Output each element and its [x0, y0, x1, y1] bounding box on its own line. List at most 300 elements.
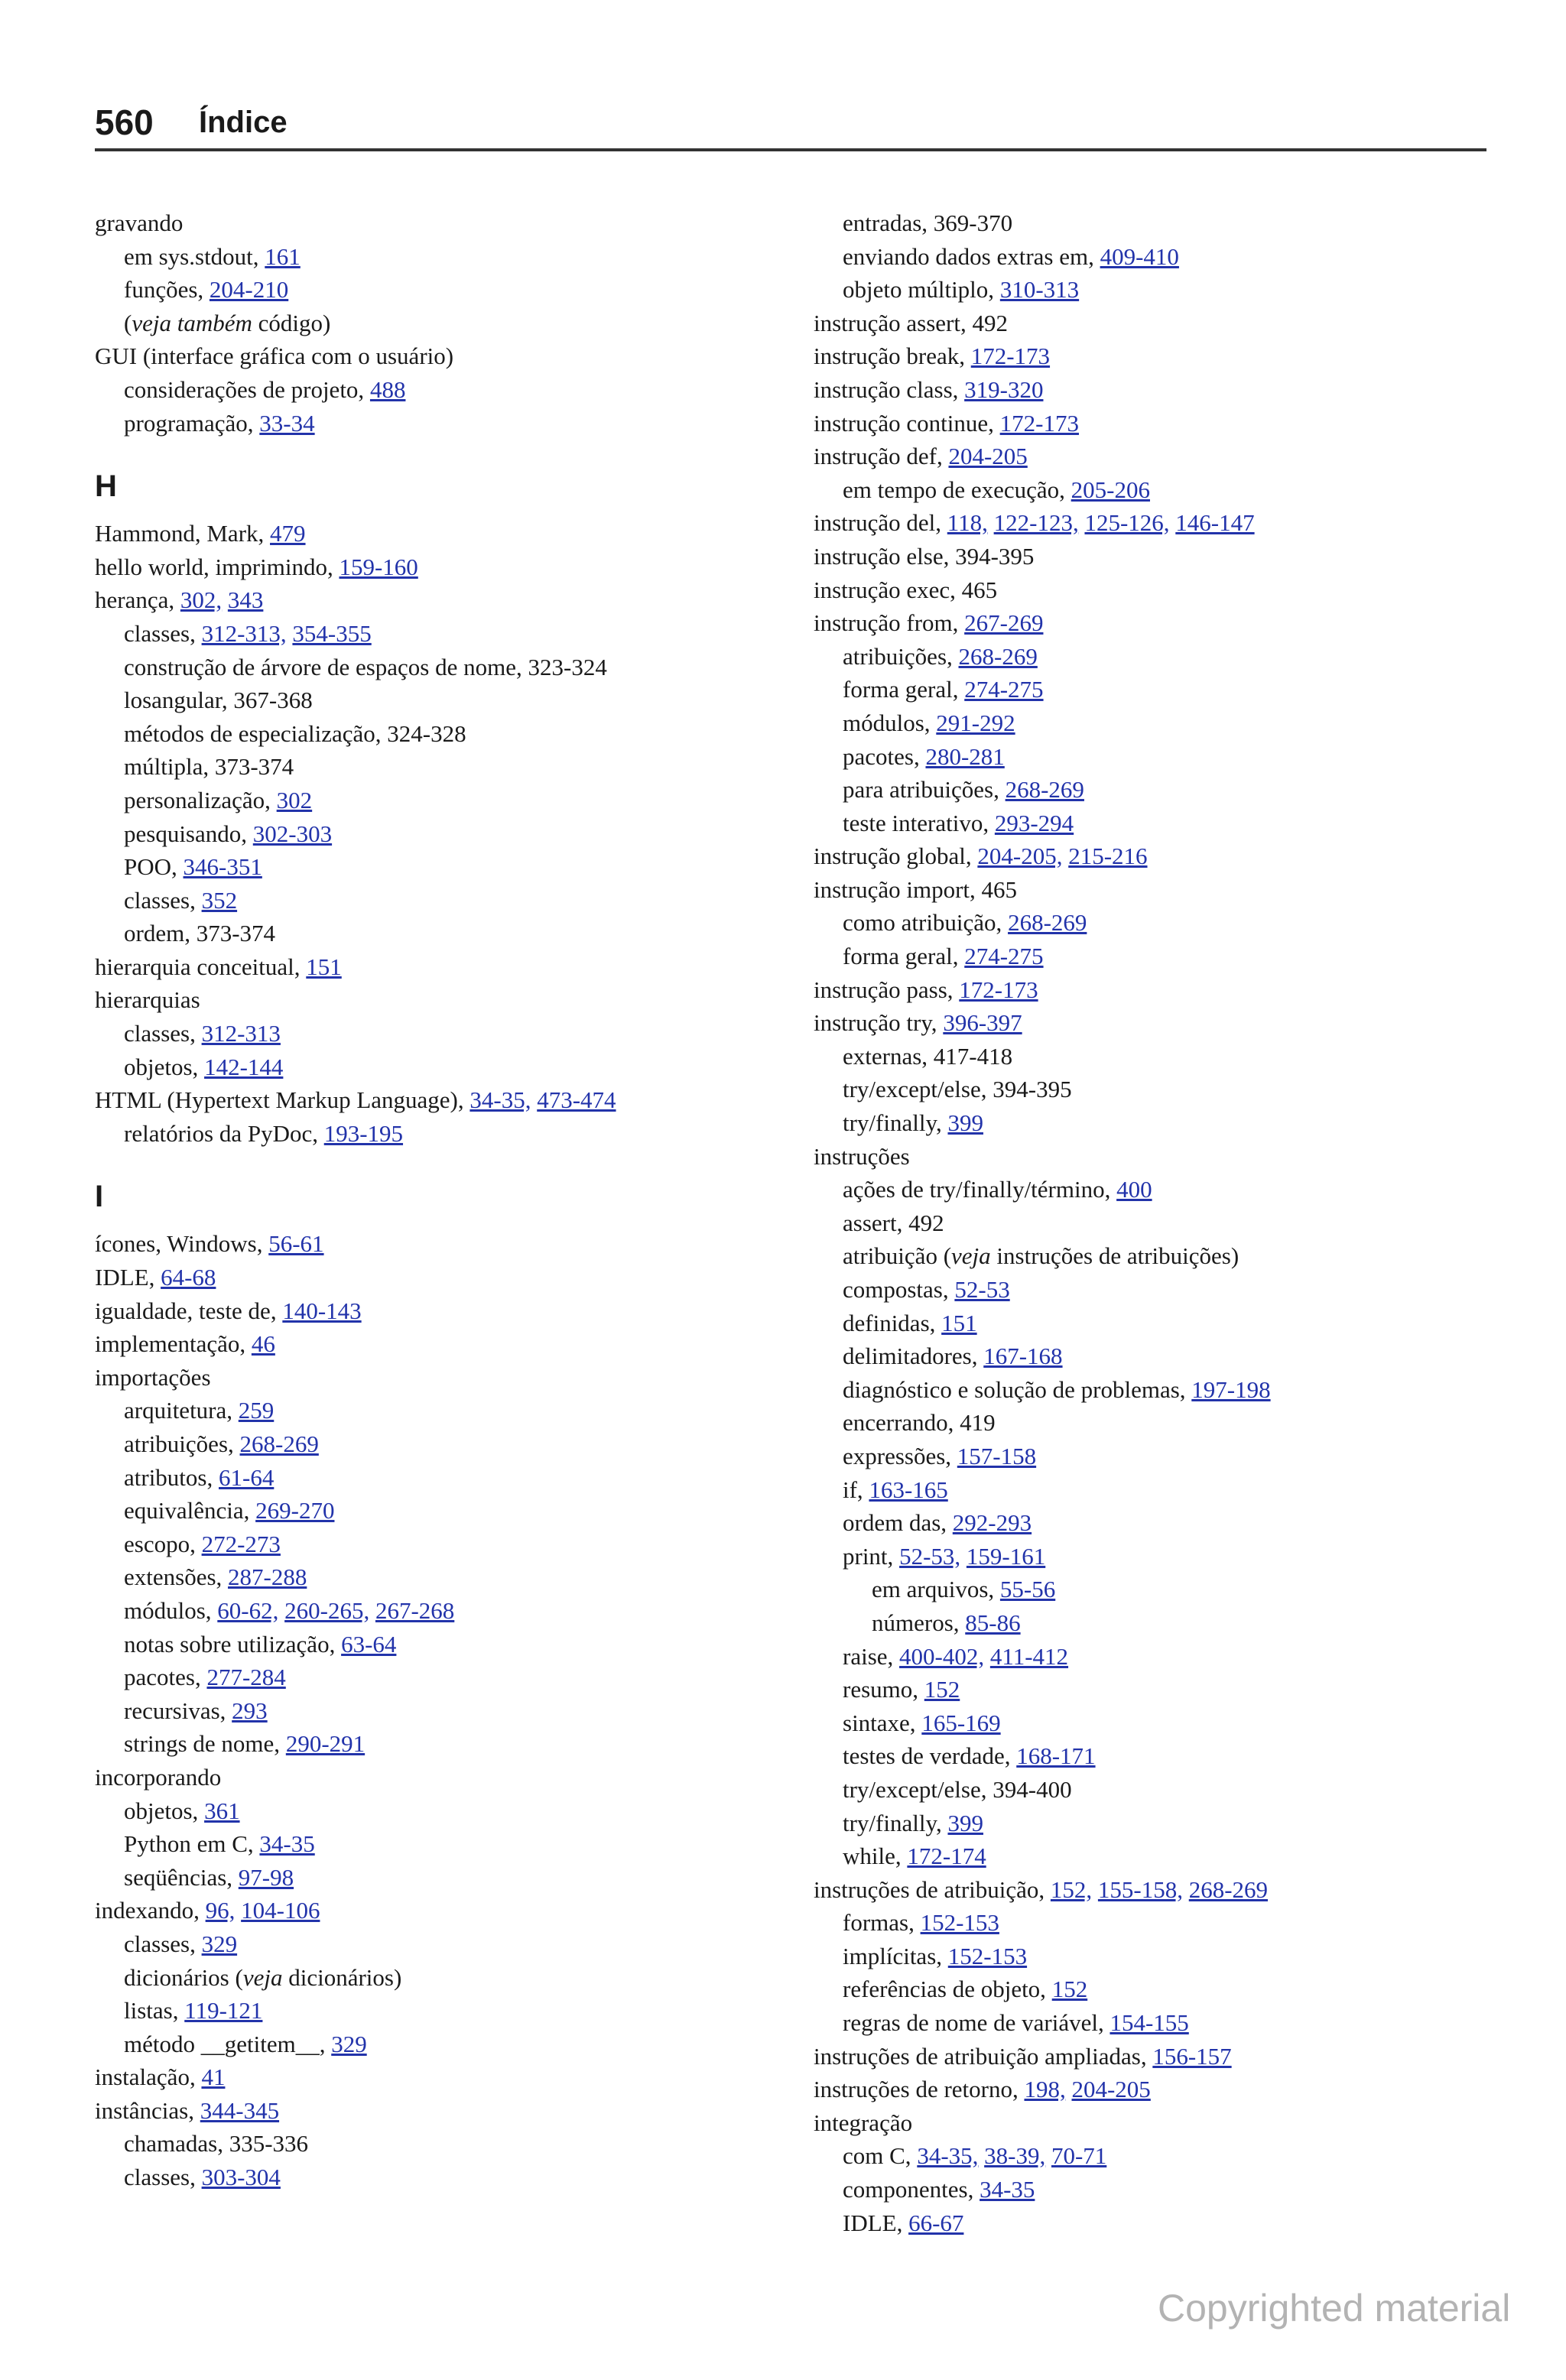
page-ref-link[interactable]: 267-269 [964, 609, 1044, 637]
page-ref-link[interactable]: 204-205 [1071, 2076, 1151, 2103]
entry-text: integração [814, 2109, 913, 2136]
entry-text: forma geral, [843, 943, 965, 970]
page-ref-link[interactable]: 66-67 [908, 2209, 964, 2236]
page-ref-link[interactable]: 280-281 [925, 742, 1005, 770]
page-ref-link[interactable]: 159-160 [339, 553, 418, 580]
entry-text-italic: veja também [132, 309, 252, 336]
entry-text: incorporando [95, 1763, 222, 1791]
index-subentry [814, 1339, 1502, 1373]
index-subentry [814, 673, 1502, 706]
index-entry [95, 1083, 783, 1117]
entry-text: instrução del, [814, 509, 947, 537]
page-ref-link[interactable]: 165-169 [921, 1709, 1001, 1736]
index-entry [95, 339, 783, 373]
page-ref-link[interactable]: 159-161 [966, 1542, 1046, 1570]
page-ref-link[interactable]: 172-173 [970, 343, 1051, 370]
entry-text: strings de nome, [124, 1730, 286, 1758]
index-subentry [95, 1427, 783, 1461]
index-entry [95, 517, 783, 550]
entry-text: POO, [124, 853, 184, 881]
index-subentry [814, 1307, 1502, 1340]
index-entry [95, 2094, 783, 2128]
page-ref-link[interactable]: 204-210 [209, 276, 289, 304]
index-subentry [814, 1673, 1502, 1706]
page-ref-link[interactable]: 267-268 [375, 1596, 455, 1624]
page-ref-link[interactable]: 274-275 [964, 943, 1044, 970]
page-ref-link[interactable]: 292-293 [952, 1509, 1032, 1537]
index-subentry [814, 807, 1502, 840]
page-ref-link[interactable]: 34-35, [469, 1086, 531, 1114]
index-subentry [95, 1017, 783, 1050]
entry-text: instrução exec, 465 [814, 576, 998, 603]
entry-text: instrução continue, [814, 409, 1000, 437]
entry-text: resumo, [843, 1676, 924, 1703]
entry-text: ordem das, [843, 1509, 953, 1537]
index-entry [95, 583, 783, 617]
page-ref-link[interactable]: 33-34 [259, 409, 315, 437]
page-ref-link[interactable]: 312-313 [201, 1020, 281, 1047]
page-ref-link[interactable]: 34-35 [259, 1830, 315, 1858]
index-subentry [814, 2206, 1502, 2240]
entry-text: gravando [95, 209, 184, 236]
letter-spacer [95, 505, 783, 517]
page-ref-link[interactable]: 60-62, [217, 1596, 279, 1624]
index-entry [814, 2040, 1502, 2073]
page-ref-link[interactable]: 61-64 [219, 1463, 275, 1491]
index-entry [95, 1294, 783, 1328]
index-entry [95, 1261, 783, 1294]
page-ref-link[interactable]: 274-275 [964, 676, 1044, 703]
entry-text: testes de verdade, [843, 1742, 1017, 1770]
page-ref-link[interactable]: 488 [369, 375, 406, 403]
section-title: Índice [199, 106, 288, 139]
index-subentry [95, 784, 783, 817]
page-ref-link[interactable]: 140-143 [282, 1297, 362, 1324]
index-subentry [95, 273, 783, 307]
page-ref-link[interactable]: 343 [227, 586, 264, 614]
page-ref-link[interactable]: 473-474 [537, 1086, 616, 1114]
page-ref-link[interactable]: 152 [924, 1676, 960, 1703]
entry-text: módulos, [843, 709, 937, 736]
page-ref-link[interactable]: 154-155 [1110, 2009, 1189, 2037]
page-ref-link[interactable]: 399 [947, 1109, 983, 1137]
index-entry [95, 950, 783, 984]
page-ref-link[interactable]: 302 [276, 786, 313, 813]
index-subentry [814, 1573, 1502, 1606]
entry-text [988, 509, 994, 536]
index-subentry [95, 1727, 783, 1761]
page-ref-link[interactable]: 152 [1051, 1976, 1088, 2003]
index-subentry [95, 2127, 783, 2161]
index-subentry [814, 1173, 1502, 1206]
index-entry [95, 550, 783, 584]
page-ref-link[interactable]: 361 [204, 1797, 240, 1824]
entry-text: equivalência, [124, 1497, 256, 1524]
index-subentry [95, 717, 783, 751]
page-ref-link[interactable]: 156-157 [1152, 2042, 1232, 2070]
entry-text: dicionários) [282, 1963, 402, 1991]
index-subentry [814, 1906, 1502, 1940]
entry-text: IDLE, [843, 2209, 909, 2236]
entry-text: delimitadores, [843, 1343, 984, 1370]
index-entry [814, 573, 1502, 607]
page-ref-link[interactable]: 268-269 [239, 1430, 319, 1457]
page-ref-link[interactable]: 272-273 [201, 1530, 281, 1557]
entry-text: atributos, [124, 1463, 219, 1491]
index-entry [814, 339, 1502, 373]
entry-text: classes, [124, 1020, 202, 1047]
entry-text: expressões, [843, 1442, 957, 1469]
entry-text: compostas, [843, 1276, 955, 1303]
entry-text: entradas, 369-370 [843, 209, 1013, 236]
entry-text: referências de objeto, [843, 1976, 1052, 2003]
entry-text: listas, [124, 1997, 185, 2024]
entry-text: métodos de especialização, 324-328 [124, 719, 466, 747]
entry-text: objetos, [124, 1053, 205, 1080]
index-subentry [95, 1794, 783, 1828]
entry-text: notas sobre utilização, [124, 1630, 342, 1658]
entry-text: funções, [124, 276, 210, 304]
entry-text: ícones, Windows, [95, 1230, 269, 1258]
index-entry [95, 1361, 783, 1395]
index-entry [814, 973, 1502, 1007]
page-ref-link[interactable]: 151 [306, 953, 342, 980]
index-subentry [95, 750, 783, 784]
index-subentry [95, 1961, 783, 1995]
page-ref-link[interactable]: 399 [947, 1809, 983, 1836]
entry-text: relatórios da PyDoc, [124, 1119, 324, 1147]
entry-text: if, [843, 1476, 869, 1503]
page-ref-link[interactable]: 268-269 [958, 642, 1038, 670]
entry-text: em arquivos, [872, 1576, 1000, 1603]
page-ref-link[interactable]: 400 [1116, 1176, 1152, 1203]
page-ref-link[interactable]: 260-265, [284, 1596, 370, 1624]
index-subentry [814, 740, 1502, 774]
entry-text: instruções de atribuições) [990, 1242, 1239, 1270]
index-subentry [814, 2006, 1502, 2040]
page-ref-link[interactable]: 38-39, [984, 2142, 1046, 2170]
page-ref-link[interactable]: 152-153 [920, 1909, 999, 1937]
entry-text: para atribuições, [843, 776, 1006, 804]
index-entry [814, 440, 1502, 473]
page-ref-link[interactable]: 85-86 [965, 1609, 1021, 1636]
entry-text: raise, [843, 1642, 900, 1670]
entry-text: instrução class, [814, 375, 965, 403]
entry-text: instruções de atribuição ampliadas, [814, 2042, 1153, 2070]
entry-text: indexando, [95, 1897, 206, 1924]
entry-text [984, 1643, 990, 1670]
entry-text: personalização, [124, 786, 277, 813]
index-subentry [95, 1827, 783, 1861]
entry-text: módulos, [124, 1596, 218, 1624]
page-ref-link[interactable]: 163-165 [869, 1476, 948, 1503]
page-ref-link[interactable]: 97-98 [238, 1863, 294, 1891]
entry-text: em tempo de execução, [843, 476, 1071, 503]
page-ref-link[interactable]: 161 [265, 242, 301, 270]
index-entry [814, 1873, 1502, 1907]
page-ref-link[interactable]: 155-158, [1097, 1875, 1183, 1903]
index-subentry [95, 1694, 783, 1728]
page-ref-link[interactable]: 291-292 [936, 709, 1015, 736]
page-ref-link[interactable]: 172-173 [999, 409, 1079, 437]
entry-text: instrução assert, 492 [814, 309, 1008, 336]
entry-text: instruções de atribuição, [814, 1875, 1051, 1903]
index-entry [814, 873, 1502, 907]
index-entry [814, 540, 1502, 573]
index-subentry [814, 206, 1502, 240]
index-subentry [814, 1973, 1502, 2006]
index-subentry [95, 1117, 783, 1151]
entry-text: instrução pass, [814, 976, 960, 1003]
entry-text: considerações de projeto, [124, 375, 370, 403]
page-ref-link[interactable]: 118, [947, 509, 988, 537]
entry-text: try/except/else, 394-400 [843, 1775, 1072, 1803]
entry-text: Python em C, [124, 1830, 260, 1858]
page-ref-link[interactable]: 198, [1024, 2076, 1066, 2103]
page-ref-link[interactable]: 64-68 [161, 1264, 216, 1291]
entry-text: método __getitem__, [124, 2030, 332, 2057]
entry-text: pacotes, [843, 742, 926, 770]
entry-text: IDLE, [95, 1264, 161, 1291]
entry-text: pesquisando, [124, 820, 253, 847]
page-ref-link[interactable]: 293-294 [994, 809, 1074, 836]
page-ref-link[interactable]: 41 [201, 2063, 226, 2091]
entry-text: hello world, imprimindo, [95, 553, 340, 580]
page-ref-link[interactable]: 151 [941, 1309, 977, 1336]
entry-text: teste interativo, [843, 809, 995, 836]
entry-text: programação, [124, 409, 260, 437]
index-subentry [95, 884, 783, 917]
index-entry [95, 983, 783, 1017]
index-subentry [814, 2139, 1502, 2173]
index-subentry [814, 1506, 1502, 1540]
page-ref-link[interactable]: 52-53 [954, 1276, 1010, 1303]
entry-text: construção de árvore de espaços de nome, 323-324 [124, 653, 607, 680]
copyright-watermark: Copyrighted material [1158, 2287, 1511, 2330]
entry-text: instruções de retorno, [814, 2076, 1025, 2103]
index-subentry [95, 1560, 783, 1594]
page-ref-link[interactable]: 302, [180, 586, 223, 614]
index-column-left [95, 206, 783, 2194]
entry-text: hierarquias [95, 986, 200, 1014]
page-ref-link[interactable]: 409-410 [1100, 242, 1179, 270]
page-ref-link[interactable]: 204-205 [948, 443, 1028, 470]
letter-heading: I [95, 1180, 104, 1214]
index-subentry [95, 917, 783, 950]
index-subentry [95, 683, 783, 717]
page-ref-link[interactable]: 146-147 [1175, 509, 1255, 537]
page-ref-link[interactable]: 152-153 [947, 1942, 1028, 1969]
entry-text: recursivas, [124, 1697, 232, 1724]
page-ref-link[interactable]: 344-345 [200, 2096, 280, 2124]
entry-text: instrução else, 394-395 [814, 542, 1035, 570]
page-ref-link[interactable]: 205-206 [1071, 476, 1150, 503]
page-ref-link[interactable]: 167-168 [983, 1343, 1063, 1370]
index-entry [95, 1761, 783, 1794]
index-subentry [95, 1628, 783, 1661]
page-ref-link[interactable]: 312-313, [201, 619, 287, 647]
entry-text: instâncias, [95, 2096, 200, 2124]
index-subentry [814, 1239, 1502, 1273]
index-column-right [814, 206, 1502, 2239]
entry-text: escopo, [124, 1530, 202, 1557]
page-ref-link[interactable]: 172-173 [959, 976, 1038, 1003]
page-ref-link[interactable]: 46 [251, 1330, 275, 1358]
entry-text: implementação, [95, 1330, 252, 1358]
entry-text: implícitas, [843, 1942, 948, 1969]
page-ref-link[interactable]: 290-291 [285, 1730, 366, 1758]
page-ref-link[interactable]: 34-35 [980, 2176, 1035, 2203]
page-ref-link[interactable]: 329 [201, 1930, 238, 1957]
page-ref-link[interactable]: 172-174 [907, 1843, 986, 1870]
index-subentry [95, 1994, 783, 2028]
entry-text: classes, [124, 1930, 202, 1957]
index-subentry [95, 307, 783, 340]
page-ref-link[interactable]: 319-320 [964, 375, 1044, 403]
page-ref-link[interactable]: 277-284 [206, 1664, 286, 1691]
index-entry [95, 1227, 783, 1261]
page-ref-link[interactable]: 104-106 [241, 1897, 320, 1924]
index-entry [814, 1140, 1502, 1174]
page-ref-link[interactable]: 310-313 [999, 276, 1080, 304]
entry-text: chamadas, 335-336 [124, 2130, 309, 2158]
page-ref-link[interactable]: 52-53, [899, 1542, 961, 1570]
index-subentry [814, 706, 1502, 740]
page-ref-link[interactable]: 396-397 [943, 1009, 1022, 1037]
entry-text: instrução import, 465 [814, 875, 1018, 903]
index-subentry [814, 1839, 1502, 1873]
entry-text: objeto múltiplo, [843, 276, 1000, 304]
index-subentry [95, 1861, 783, 1895]
index-subentry [814, 1040, 1502, 1073]
index-subentry [814, 1706, 1502, 1740]
page-ref-link[interactable]: 354-355 [292, 619, 372, 647]
entry-text: classes, [124, 2164, 202, 2191]
page-ref-link[interactable]: 329 [331, 2030, 367, 2057]
entry-text: com C, [843, 2142, 918, 2170]
page-ref-link[interactable]: 168-171 [1016, 1742, 1096, 1770]
index-subentry [814, 2173, 1502, 2206]
page-ref-link[interactable]: 56-61 [268, 1230, 324, 1258]
page-ref-link[interactable]: 259 [238, 1397, 275, 1424]
page-ref-link[interactable]: 34-35, [917, 2142, 979, 2170]
index-subentry [95, 651, 783, 684]
index-subentry [95, 2161, 783, 2194]
entry-text: hierarquia conceitual, [95, 953, 307, 980]
index-entry [814, 2073, 1502, 2106]
entry-text: classes, [124, 619, 202, 647]
entry-text: em sys.stdout, [124, 242, 265, 270]
entry-text: herança, [95, 586, 180, 614]
index-subentry [95, 2028, 783, 2061]
page-ref-link[interactable]: 293 [232, 1697, 268, 1724]
entry-text: dicionários ( [124, 1963, 243, 1991]
page-ref-link[interactable]: 268-269 [1005, 776, 1084, 804]
page-number: 560 [95, 102, 154, 142]
index-subentry [814, 1773, 1502, 1807]
page-ref-link[interactable]: 152, [1050, 1875, 1093, 1903]
page-ref-link[interactable]: 193-195 [323, 1119, 404, 1147]
index-entry [814, 506, 1502, 540]
page-ref-link[interactable]: 197-198 [1191, 1375, 1271, 1403]
page-ref-link[interactable]: 287-288 [228, 1563, 307, 1591]
page-ref-link[interactable]: 411-412 [989, 1642, 1069, 1670]
index-subentry [95, 1661, 783, 1694]
index-subentry [814, 1606, 1502, 1640]
page-ref-link[interactable]: 122-123, [993, 509, 1079, 537]
index-subentry [814, 1440, 1502, 1473]
page-header [95, 99, 1486, 153]
entry-text: losangular, 367-368 [124, 687, 313, 714]
entry-text: instalação, [95, 2063, 202, 2091]
page-ref-link[interactable]: 400-402, [899, 1642, 985, 1670]
index-subentry [95, 1927, 783, 1961]
index-entry [814, 2106, 1502, 2140]
index-entry [814, 307, 1502, 340]
page-ref-link[interactable]: 479 [270, 520, 306, 547]
page-ref-link[interactable]: 215-216 [1068, 843, 1148, 870]
page-ref-link[interactable]: 268-269 [1008, 909, 1087, 937]
page-ref-link[interactable]: 302-303 [252, 820, 333, 847]
entry-text: enviando dados extras em, [843, 242, 1100, 270]
index-subentry [814, 640, 1502, 674]
page-ref-link[interactable]: 125-126, [1084, 509, 1170, 537]
index-subentry [95, 1394, 783, 1427]
page-ref-link[interactable]: 55-56 [999, 1576, 1056, 1603]
entry-text: try/except/else, 394-395 [843, 1076, 1072, 1103]
entry-text: como atribuição, [843, 909, 1009, 937]
page-ref-link[interactable]: 346-351 [183, 853, 262, 881]
index-subentry [95, 1594, 783, 1628]
entry-text: while, [843, 1843, 908, 1870]
page-ref-link[interactable]: 268-269 [1188, 1875, 1269, 1903]
entry-text: importações [95, 1363, 211, 1391]
index-entry [814, 407, 1502, 440]
page-ref-link[interactable]: 157-158 [957, 1442, 1037, 1469]
entry-text [978, 2142, 984, 2169]
entry-text: arquitetura, [124, 1397, 239, 1424]
index-subentry [814, 273, 1502, 307]
letter-spacer [95, 440, 783, 467]
page-ref-link[interactable]: 303-304 [201, 2164, 281, 2191]
index-subentry [814, 1073, 1502, 1106]
index-subentry [814, 1739, 1502, 1773]
index-subentry [814, 1106, 1502, 1140]
letter-heading: H [95, 469, 117, 504]
index-subentry [814, 1206, 1502, 1240]
page-ref-link[interactable]: 70-71 [1051, 2142, 1107, 2170]
index-subentry [95, 817, 783, 851]
page-ref-link[interactable]: 352 [201, 886, 238, 914]
page-ref-link[interactable]: 142-144 [204, 1053, 284, 1080]
entry-text: instrução try, [814, 1009, 944, 1037]
page-ref-link[interactable]: 269-270 [255, 1497, 335, 1524]
page-ref-link[interactable]: 204-205, [977, 843, 1063, 870]
entry-text [235, 1897, 241, 1924]
entry-text: múltipla, 373-374 [124, 753, 294, 781]
letter-spacer [95, 1216, 783, 1227]
index-entry [95, 1894, 783, 1927]
entry-text: atribuição ( [843, 1242, 952, 1270]
page-ref-link[interactable]: 96, [205, 1897, 236, 1924]
page-ref-link[interactable]: 119-121 [184, 1997, 263, 2024]
entry-text: código) [252, 309, 331, 336]
entry-text: números, [872, 1609, 966, 1636]
page-ref-link[interactable]: 63-64 [341, 1630, 397, 1658]
entry-text: externas, 417-418 [843, 1042, 1013, 1070]
index-subentry [814, 773, 1502, 807]
index-subentry [814, 1540, 1502, 1573]
